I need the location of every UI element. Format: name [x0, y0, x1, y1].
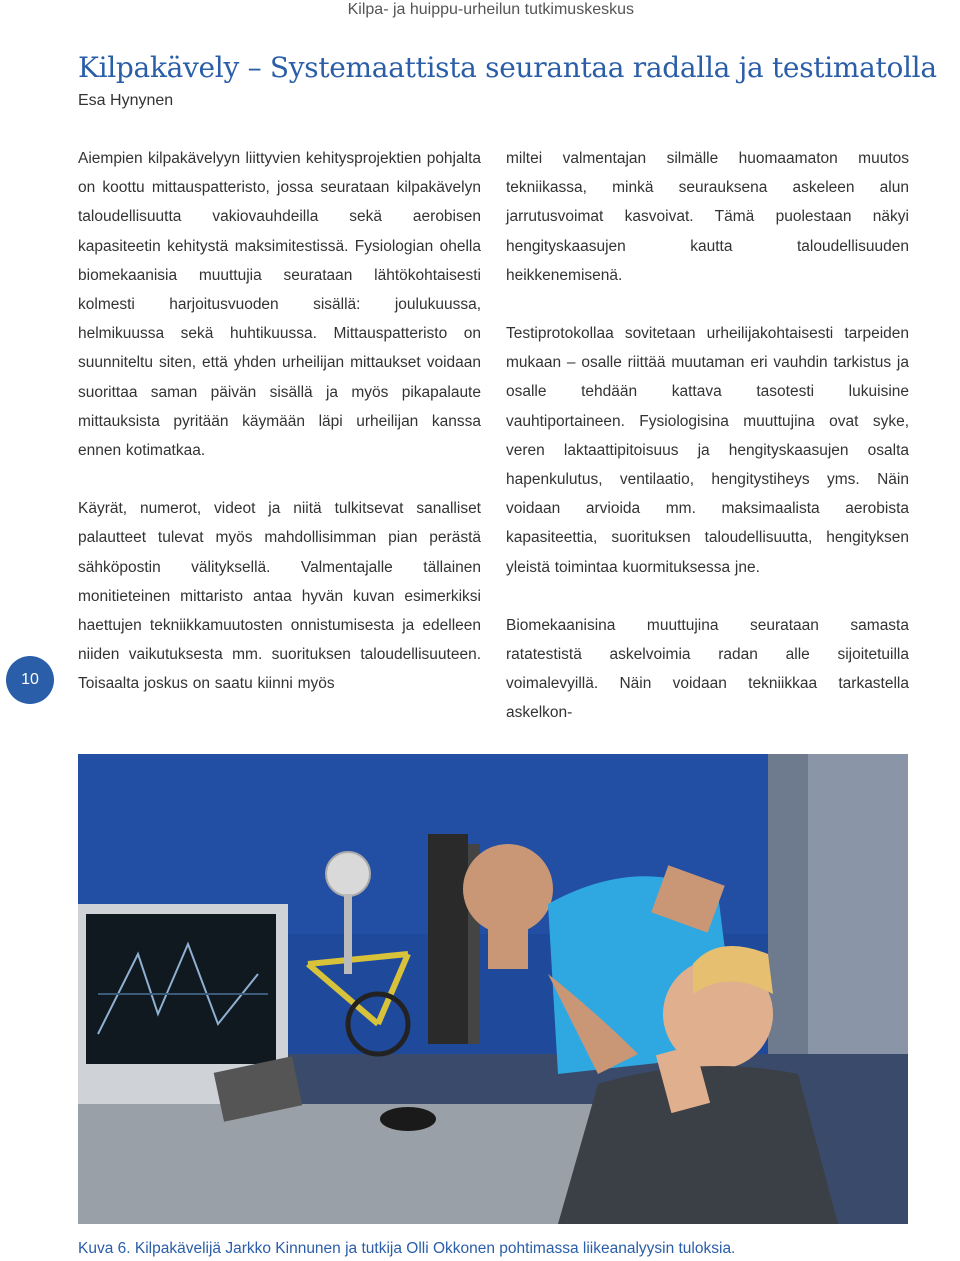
paragraph: miltei valmentajan silmälle huomaamaton muutos tekniikassa, minkä seurauksena askeleen alun jarrutusvoimat kasvoivat. Tämä puolestaan näkyi hengityskaasujen kautta taloudellisuuden heikkenemisenä.: [506, 150, 909, 284]
page-number-badge: [6, 656, 54, 704]
running-header: Kilpa- ja huippu-urheilun tutkimuskeskus: [347, 1, 634, 18]
page-number: 10: [21, 671, 39, 688]
left-column: [78, 144, 481, 728]
article-author: Esa Hynynen: [78, 92, 174, 109]
paragraph: Käyrät, numerot, videot ja niitä tulkitsevat sanalliset palautteet tulevat myös mahdollisimman pian perästä sähköpostin välityksellä. Valmentajalle tällainen monitieteinen mittaristo antaa hyvän kuvan esimerkiksi haettujen tekniikkamuutosten onnistumisesta ja edelleen niiden vaikutuksesta mm. suorituksen taloudellisuuteen. Toisaalta joskus on saatu kiinni myös: [78, 500, 481, 693]
article-title: Kilpakävely – Systemaattista seurantaa radalla ja testimatolla: [78, 51, 937, 84]
figure-caption: Kuva 6. Kilpakävelijä Jarkko Kinnunen ja tutkija Olli Okkonen pohtimassa liikeanalyysin tuloksia.: [78, 1240, 736, 1257]
right-column: [506, 144, 909, 757]
paragraph: Biomekaanisina muuttujina seurataan samasta ratatestistä askelvoimia radan alle sijoitetuilla voimalevyillä. Näin voidaan tekniikkaa tarkastella askelkon-: [506, 616, 909, 722]
lab-photo-illustration: [78, 754, 908, 1224]
figure-photo: [78, 754, 908, 1224]
paragraph: Testiprotokollaa sovitetaan urheilijakohtaisesti tarpeiden mukaan – osalle riittää muutaman eri vauhdin tarkistus ja osalle tehdään kattava tasotesti lukuisine vauhtiportaineen. Fysiologisina muuttujina ovat syke, veren laktaattipitoisuus ja hengityskaasujen osalta hapenkulutus, ventilaatio, hengitystiheys yms. Näin voidaan arvioida mm. maksimaalista aerobista kapasiteettia, suorituksen taloudellisuutta, hengityksen yleistä toimintaa kuormituksessa jne.: [506, 325, 909, 576]
paragraph: Aiempien kilpakävelyyn liittyvien kehitysprojektien pohjalta on koottu mittauspatteristo, jossa seurataan kilpakävelyn taloudellisuutta vakiovauhdeilla sekä aerobisen kapasiteetin kehitystä maksimitestissä. Fysiologian ohella biomekaanisia muuttujia seurataan lähtökohtaisesti kolmesti harjoitusvuoden sisällä: joulukuussa, helmikuussa sekä huhtikuussa. Mittauspatteristo on suunniteltu siten, että yhden urheilijan mittaukset voidaan suorittaa saman päivän sisällä ja myös pikapalaute mittauksista pyritään käymään läpi urheilijan kanssa ennen kotimatkaa.: [78, 150, 481, 460]
